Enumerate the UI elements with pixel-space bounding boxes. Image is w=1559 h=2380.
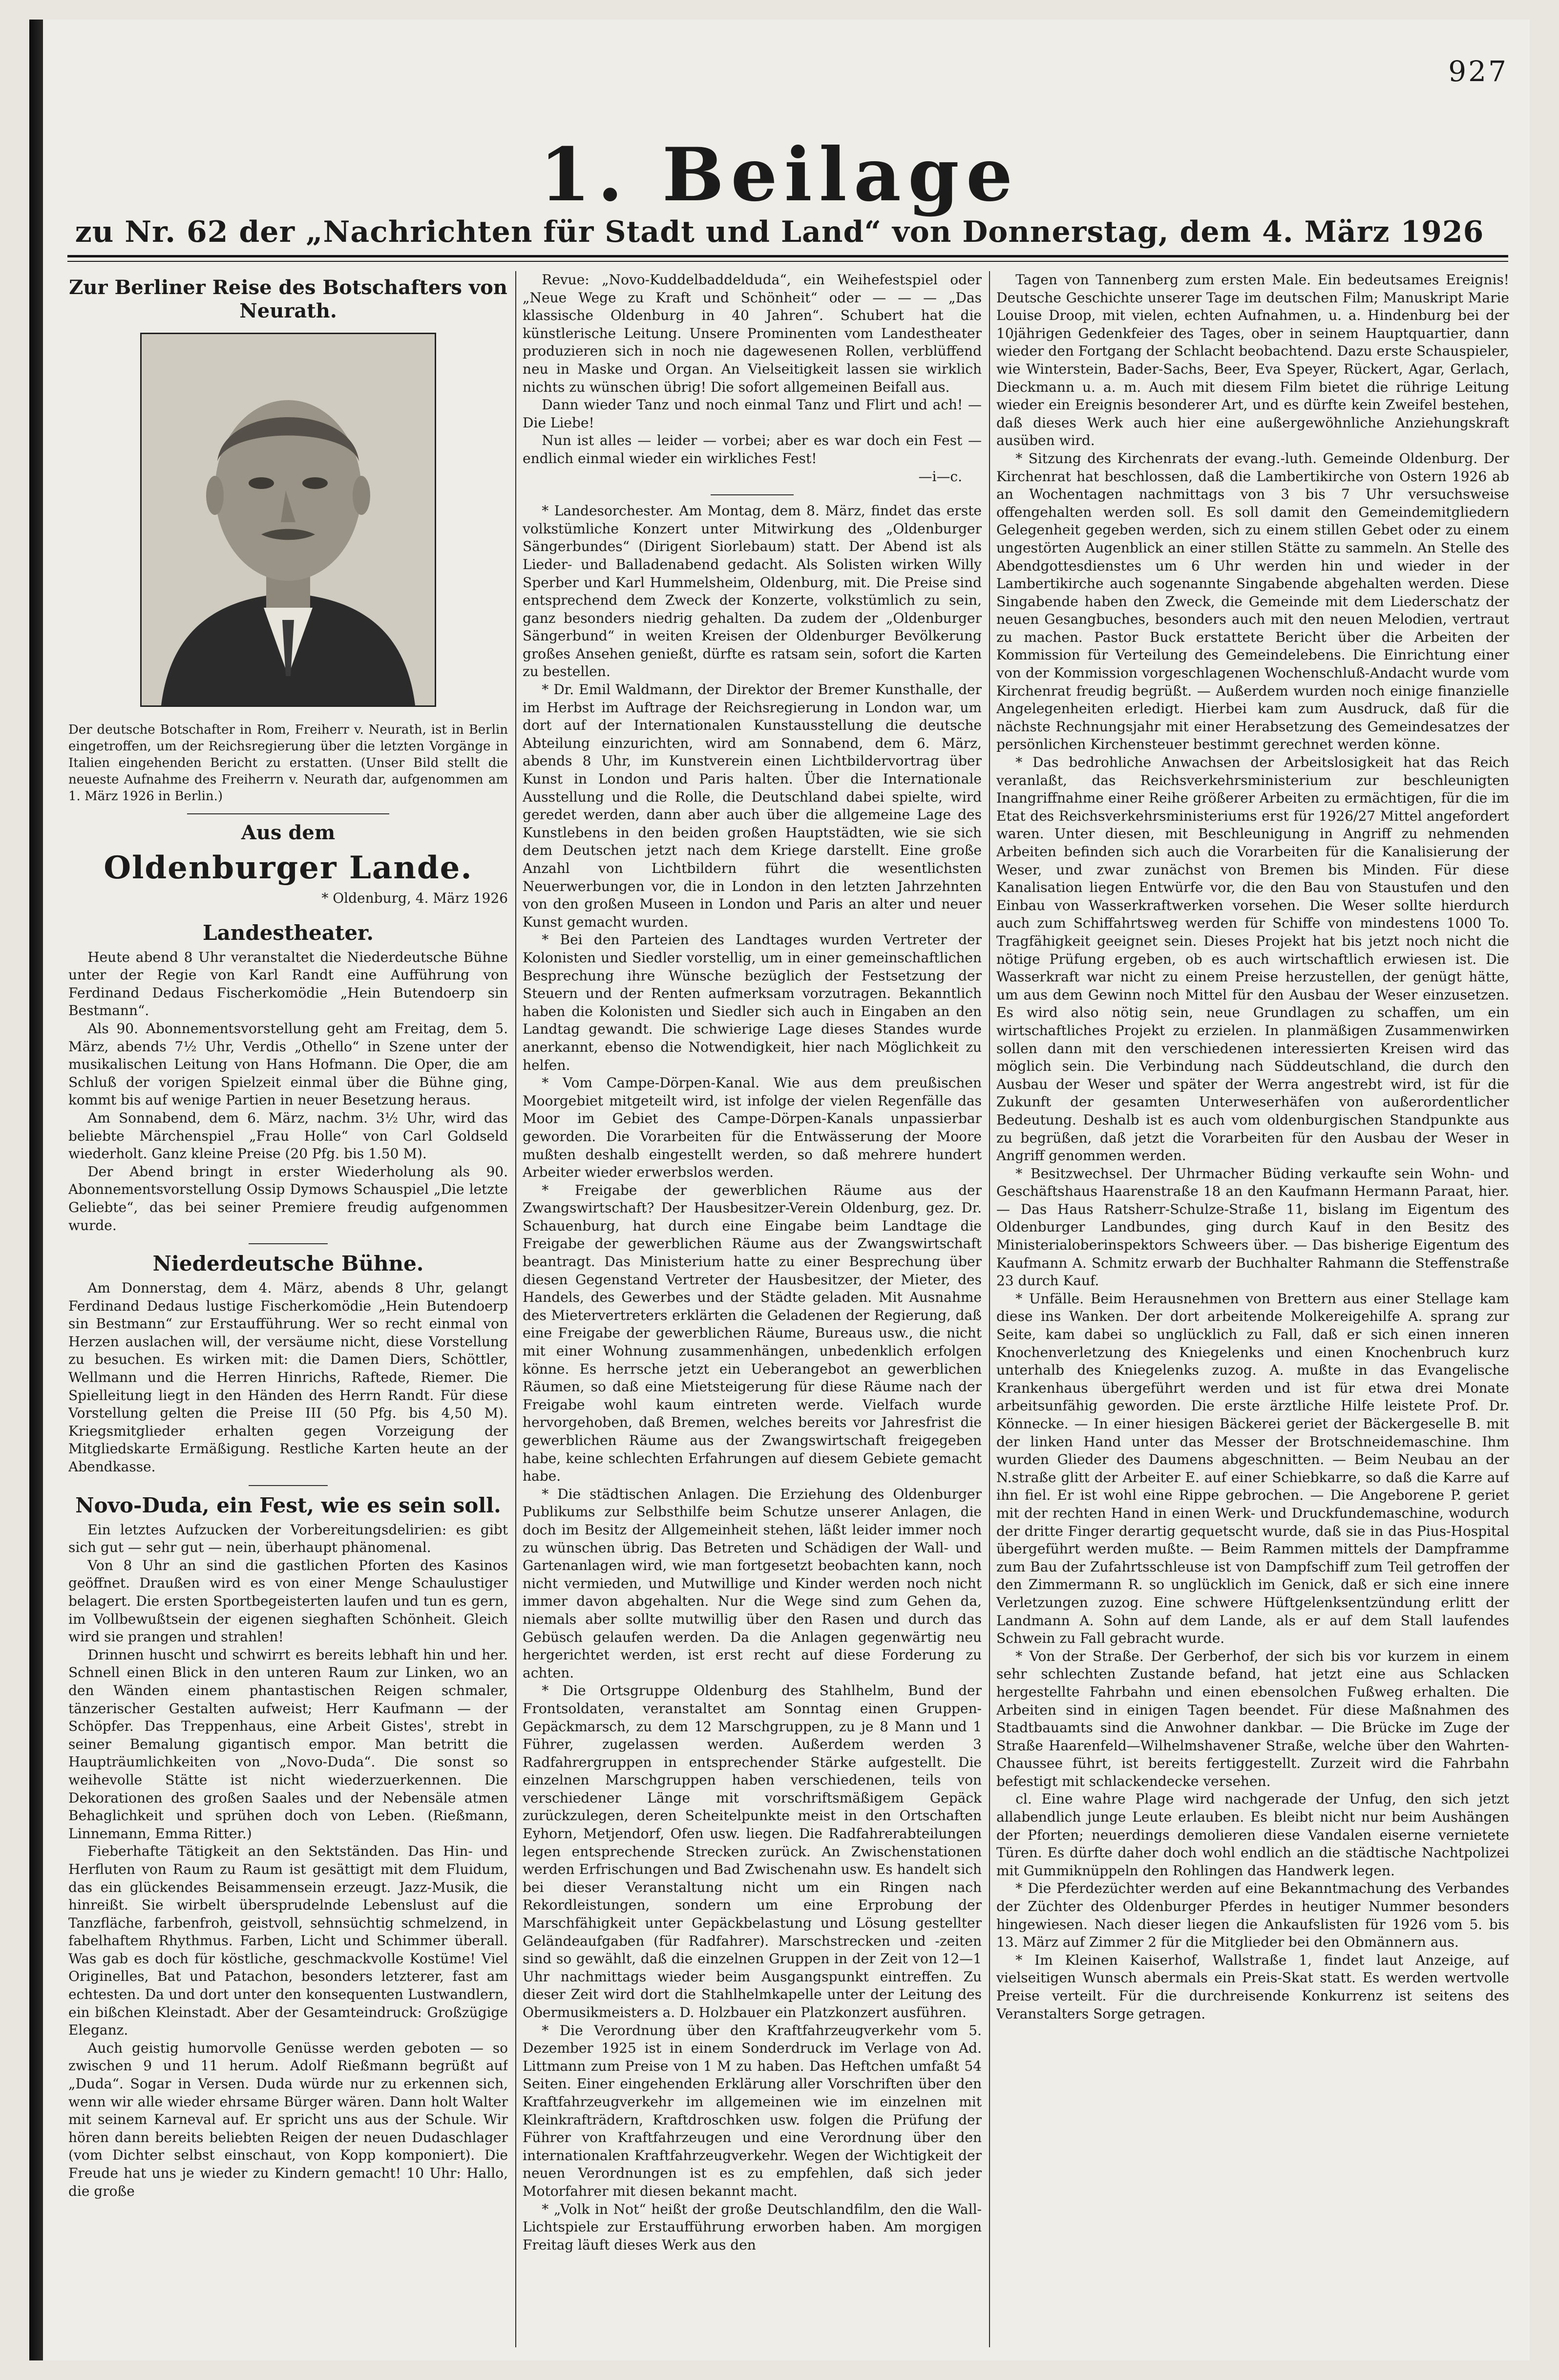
header-rule-thin bbox=[67, 261, 1508, 262]
news-item: * Landesorchester. Am Montag, dem 8. März, findet das erste volkstümliche Konzert unter Mitwirkung des „Oldenburger Sängerbundes“ (Dirigent Siorlebaum) statt. Der Abend ist als Lieder- und Balladenabend gedacht. Als Solisten wirken Willy Sperber und Karl Hummelsheim, Oldenburg, mit. Die Preise sind entsprechend dem Zweck der Konzerte, volkstümlich zu sein, ganz besonders niedrig gehalten. Da zudem der „Oldenburger Sängerbund“ in weiten Kreisen der Oldenburger Bevölkerung großes Ansehen genießt, dürfte es ratsam sein, sofort die Karten zu bestellen. bbox=[523, 503, 982, 680]
landestheater-paragraph: Der Abend bringt in erster Wiederholung als 90. Abonnementsvorstellung Ossip Dymows Schauspiel „Die letzte Geliebte“, das bei seiner Premiere freudig aufgenommen wurde. bbox=[68, 1163, 508, 1233]
news-item: * Besitzwechsel. Der Uhrmacher Büding verkaufte sein Wohn- und Geschäftshaus Haarenstraße 18 an den Kaufmann Hermann Paraat, hier. — Das Haus Ratsherr-Schulze-Straße 11, bislang im Eigentum des Oldenburger Landbundes, ging durch Kauf in den Besitz des Ministerialoberinspektors Schweers über. — Das bisherige Eigentum des Kaufmann A. Schmitz erwarb der Buchhalter Rahmann die Steffenstraße 23 durch Kauf. bbox=[996, 1165, 1509, 1289]
issue-subtitle: zu Nr. 62 der „Nachrichten für Stadt und Land“ von Donnerstag, dem 4. März 1926 bbox=[75, 215, 1484, 249]
column-1 bbox=[68, 271, 508, 2347]
news-item: * Von der Straße. Der Gerberhof, der sich bis vor kurzem in einem sehr schlechten Zustande befand, hat jetzt eine aus Schlacken hergestellte Fahrbahn und einen ebensolchen Fußweg erhalten. Die Arbeiten sind in einigen Tagen beendet. Für diese Maßnahmen des Stadtbauamts sind die Anwohner dankbar. — Die Brücke im Zuge der Straße Haarenfeld—Wilhelmshavener Straße, welche über den Wahrten-Chaussee führt, ist bereits fertiggestellt. Zurzeit wird die Fahrbahn befestigt mit schlackendecke versehen. bbox=[996, 1648, 1509, 1789]
column-3 bbox=[996, 271, 1509, 2347]
novo-continued-paragraph: Nun ist alles — leider — vorbei; aber es war doch ein Fest — endlich einmal wieder ein wirkliches Fest! bbox=[523, 432, 982, 467]
news-item: * „Volk in Not“ heißt der große Deutschlandfilm, den die Wall-Lichtspiele zur Erstaufführung erworben haben. Am morgigen Freitag läuft dieses Werk aus den bbox=[523, 2201, 982, 2253]
page-number: 927 bbox=[1448, 55, 1508, 88]
separator bbox=[187, 813, 389, 814]
news-item: * Sitzung des Kirchenrats der evang.-luth. Gemeinde Oldenburg. Der Kirchenrat hat beschlossen, daß die Lambertikirche von Ostern 1926 ab an Wochentagen nachmittags von 3 bis 7 Uhr versuchsweise offengehalten werden soll. Es soll damit den Gemeindemitgliedern Gelegenheit gegeben werden, sich zu einem stillen Gebet oder zu einem ungestörten Augenblick an einer stillen Stätte zu sammeln. An Stelle des Abendgottesdienstes um 6 Uhr werden hin und wieder in der Lambertikirche auch sogenannte Singabende abgehalten werden. Diese Singabende haben den Zweck, die Gemeinde mit dem Liederschatz der neuen Gesangbuches, besonders auch mit den neuen Melodien, vertraut zu machen. Pastor Buck erstattete Bericht über die Arbeiten der Kommission für Verteilung des Gemeindelebens. Die Einrichtung einer von der Kommission vorgeschlagenen Wochenschluß-Andacht wurde vom Kirchenrat freudig begrüßt. — Außerdem wurden noch einige finanzielle Angelegenheiten erledigt. Hierbei kam zum Ausdruck, daß für die nächste Rechnungsjahr mit einer Herabsetzung des Gemeindesatzes der persönlichen Kirchensteuer bestimmt gerechnet werden könne. bbox=[996, 450, 1509, 753]
newspaper-page bbox=[29, 20, 1530, 2360]
news-item: cl. Eine wahre Plage wird nachgerade der Unfug, den sich jetzt allabendlich junge Leute erlauben. Es bleibt nicht nur beim Aushängen der Pforten; neuerdings demolieren diese Vandalen eiserne vernietete Türen. Es dürfte daher doch wohl endlich an die städtische Nachtpolizei mit Gummiknüppeln den Rohlingen das Handwerk legen. bbox=[996, 1791, 1509, 1879]
news-item: * Das bedrohliche Anwachsen der Arbeitslosigkeit hat das Reich veranlaßt, das Reichsverkehrsministerium zur beschleunigten Inangriffnahme einer Reihe größerer Arbeiten zu ermächtigen, für die im Etat des Reichsverkehrsministeriums erst für 1926/27 Mittel angefordert waren. Unter diesen, mit Beschleunigung in Angriff zu nehmenden Arbeiten befinden sich auch die Vorarbeiten für die Kanalisierung der Weser, und zwar zunächst von Bremen bis Minden. Für diese Kanalisation liegen Entwürfe vor, die den Bau von Staustufen und den Einbau von Wasserkraftwerken vorsehen. Die Weser sollte hierdurch auch zum Schiffahrtsweg werden für Schiffe von mindestens 1000 To. Tragfähigkeit geeignet sein. Dieses Projekt hat bis jetzt noch nicht die nötige Prüfung ergeben, ob es auch wirtschaftlich erwiesen ist. Die Wasserkraft war nicht zu einem Preise herzustellen, der genügt hätte, um aus dem Gewinn noch Mittel für den Ausbau der Weser einzusetzen. Es wird also nötig sein, neue Grundlagen zu schaffen, um ein wirtschaftliches Projekt zu erzielen. In planmäßigen Zusammenwirken sollen dann mit den verschiedenen interessierten Kreisen wird das möglich sein. Die Verbindung nach Süddeutschland, die durch den Ausbau der Weser und später der Werra angestrebt wird, ist für die Zukunft der gesamten Unterweserhäfen von außerordentlicher Bedeutung. Deshalb ist es auch vom oldenburgischen Standpunkte aus zu begrüßen, daß jetzt die Vorarbeiten für den Ausbau der Weser in Angriff genommen werden. bbox=[996, 754, 1509, 1164]
separator bbox=[249, 1243, 328, 1244]
supplement-title: 1. Beilage bbox=[539, 132, 1020, 218]
column-divider-1 bbox=[515, 271, 516, 2347]
portrait-illustration bbox=[142, 334, 435, 705]
portrait-caption: Der deutsche Botschafter in Rom, Freiherr v. Neurath, ist in Berlin eingetroffen, um der Reichsregierung über die letzten Vorgänge in Italien eingehenden Bericht zu erstatten. (Unser Bild stellt die neueste Aufnahme des Freiherrn v. Neurath dar, aufgenommen am 1. März 1926 in Berlin.) bbox=[68, 722, 508, 804]
news-item: * Die Verordnung über den Kraftfahrzeugverkehr vom 5. Dezember 1925 ist in einem Sonderdruck im Verlage von Ad. Littmann zum Preise von 1 M zu haben. Das Heftchen umfaßt 54 Seiten. Einer eingehenden Erklärung aller Vorschriften über den Kraftfahrzeugverkehr im allgemeinen wie im einzelnen mit Kleinkrafträdern, Kraftdroschken usw. folgen die Prüfung der Führer von Kraftfahrzeugen und eine Verordnung über den internationalen Kraftfahrzeugverkehr. Wegen der Wichtigkeit der neuen Verordnungen ist es zu empfehlen, daß sich jeder Motorfahrer mit diesen bekannt macht. bbox=[523, 2022, 982, 2199]
section-kicker: Aus dem bbox=[241, 821, 336, 844]
novo-continued-paragraph: Dann wieder Tanz und noch einmal Tanz und Flirt und ach! — Die Liebe! bbox=[523, 397, 982, 431]
neurath-headline: Zur Berliner Reise des Botschafters von Neurath. bbox=[69, 276, 507, 322]
news-item: * Die Ortsgruppe Oldenburg des Stahlhelm, Bund der Frontsoldaten, veranstaltet am Sonntag einen Gruppen-Gepäckmarsch, zu dem 12 Marschgruppen, zu je 8 Mann und 1 Führer, zugelassen werden. Außerdem werden 3 Radfahrergruppen in entsprechender Stärke aufgestellt. Die einzelnen Marschgruppen haben verschiedenen, teils von verschiedener Länge mit vorschriftsmäßigem Gepäck zurückzulegen, deren Scheitelpunkte meist in den Ortschaften Eyhorn, Metjendorf, Ofen usw. liegen. Die Radfahrerabteilungen legen entsprechende Strecken zurück. An Zwischenstationen werden Erfrischungen und Bad Zwischenahn usw. Es handelt sich bei dieser Veranstaltung nicht um ein Ringen nach Rekordleistungen, sondern um eine Erprobung der Marschfähigkeit unter Gepäckbelastung und Lösung gestellter Geländeaufgaben (für Radfahrer). Marschstrecken und -zeiten sind so gewählt, daß die einzelnen Gruppen in der Zeit von 12—1 Uhr nachmittags wieder beim Ausgangspunkt eintreffen. Zu dieser Zeit wird dort die Stahlhelmkapelle unter der Leitung des Obermusikmeisters a. D. Holzbauer ein Platzkonzert ausführen. bbox=[523, 1682, 982, 2020]
news-item: * Die städtischen Anlagen. Die Erziehung des Oldenburger Publikums zur Selbsthilfe beim Schutze unserer Anlagen, die doch im Besitz der Allgemeinheit stehen, läßt leider immer noch zu wünschen übrig. Das Betreten und Schädigen der Wall- und Gartenanlagen wird, wie man fortgesetzt beobachten kann, noch nicht vermieden, und Mutwillige und Kinder werden noch nicht immer davon abgehalten. Nur die Wege sind zum Gehen da, niemals aber sollte mutwillig über den Rasen und durch das Gebüsch gelaufen werden. Da die Anlagen gegenwärtig neu hergerichtet werden, ist erst recht auf diese Forderung zu achten. bbox=[523, 1486, 982, 1681]
section-title-oldenburger-lande: Oldenburger Lande. bbox=[104, 850, 473, 886]
novo-paragraph: Auch geistig humorvolle Genüsse werden geboten — so zwischen 9 und 11 herum. Adolf Rießmann begrüßt auf „Duda“. Sogar in Versen. Duda würde nur zu erkennen sich, wenn wir alle wieder ehrsame Bürger wären. Dann holt Walter mit seinem Karneval auf. Er spricht uns aus der Schule. Wir hören dann bereits beliebten Reigen der neuen Dudaschlager (vom Dichter selbst einschaut, von Kopp komponiert). Die Freude hat uns je wieder zu Kindern gemacht! 10 Uhr: Hallo, die große bbox=[68, 2040, 508, 2199]
column-divider-2 bbox=[989, 271, 990, 2347]
column-2 bbox=[523, 271, 982, 2347]
novo-paragraph: Ein letztes Aufzucken der Vorbereitungsdelirien: es gibt sich gut — sehr gut — nein, überhaupt phänomenal. bbox=[68, 1521, 508, 1556]
novo-paragraph: Fieberhafte Tätigkeit an den Sektständen. Das Hin- und Herfluten von Raum zu Raum ist gesättigt mit dem Fluidum, das ein glückendes Beisammensein erzeugt. Jazz-Musik, die hinreißt. Sie wirbelt übersprudelnde Lebenslust auf die Tanzfläche, farbenfroh, geistvoll, sehnsüchtig schmelzend, in fabelhaftem Rhythmus. Farben, Licht und Schimmer überall. Was gab es doch für köstliche, geschmackvolle Kostüme! Viel Originelles, Bat und Patachon, besonders letzterer, fast am echtesten. Da und dort unter den konsequenten Lustwandlern, ein bißchen Kleinstadt. Aber der Gesamteindruck: Großzügige Eleganz. bbox=[68, 1843, 508, 2039]
news-item: * Vom Campe-Dörpen-Kanal. Wie aus dem preußischen Moorgebiet mitgeteilt wird, ist infolge der vielen Regenfälle das Moor im Gebiet des Campe-Dörpen-Kanals unpassierbar geworden. Die Vorarbeiten für die Entwässerung der Moore mußten deshalb eingestellt werden, so daß mehrere hundert Arbeiter wieder erwerbslos werden. bbox=[523, 1075, 982, 1181]
novo-paragraph: Drinnen huscht und schwirrt es bereits lebhaft hin und her. Schnell einen Blick in den unteren Raum zur Linken, wo an den Wänden einem phantastischen Reigen schmaler, tänzerischer Gestalten aufweist; Herr Kaufmann — der Schöpfer. Das Treppenhaus, eine Arbeit Gistes', strebt in seiner Bemalung gigantisch empor. Man betritt die Haupträumlichkeiten von „Novo-Duda“. Die sonst so weihevolle Stätte ist nicht wiederzuerkennen. Die Dekorationen des großen Saales und der Nebensäle atmen Behaglichkeit und sprühen doch von Leben. (Rießmann, Linnemann, Emma Ritter.) bbox=[68, 1646, 508, 1842]
buehne-paragraph: Am Donnerstag, dem 4. März, abends 8 Uhr, gelangt Ferdinand Dedaus lustige Fischerkomödie „Hein Butendoerp sin Bestmann“ zur Erstaufführung. Wer so recht einmal von Herzen auslachen will, der versäume nicht, diese Vorstellung zu besuchen. Es wirken mit: die Damen Diers, Schöttler, Wellmann und die Herren Hinrichs, Raftede, Riemer. Die Spielleitung liegt in den Händen des Herrn Randt. Für diese Vorstellung gelten die Preise III (50 Pfg. bis 4,50 M). Kriegsmitglieder erhalten gegen Vorzeigung der Mitgliedskarte Ermäßigung. Restliche Karten heute an der Abendkasse. bbox=[68, 1280, 508, 1475]
landestheater-paragraph: Am Sonnabend, dem 6. März, nachm. 3½ Uhr, wird das beliebte Märchenspiel „Frau Holle“ von Carl Goldseld wiederholt. Ganz kleine Preise (20 Pfg. bis 1.50 M). bbox=[68, 1109, 508, 1162]
news-item: * Dr. Emil Waldmann, der Direktor der Bremer Kunsthalle, der im Herbst im Auftrage der Reichsregierung in London war, um dort auf der Internationalen Kunstausstellung die deutsche Abteilung einzurichten, wird am Sonnabend, dem 6. März, abends 8 Uhr, im Kunstverein einen Lichtbildervortrag über Kunst in London und Paris halten. Über die Internationale Ausstellung und die Rolle, die Deutschland dabei spielte, wird geredet werden, dann aber auch über die allgemeine Lage des Kunstlebens in den beiden großen Hauptstädten, wie sie sich dem Deutschen jetzt nach dem Kriege darstellt. Eine große Anzahl von Lichtbildern führt die wesentlichsten Neuerwerbungen vor, die in London in den letzten Jahrzehnten von den großen Museen in London und Paris an alter und neuer Kunst gemacht wurden. bbox=[523, 681, 982, 930]
landestheater-paragraph: Als 90. Abonnementsvorstellung geht am Freitag, dem 5. März, abends 7½ Uhr, Verdis „Othello“ in Szene unter der musikalischen Leitung von Hans Hofmann. Die Oper, die am Schluß der vorigen Spielzeit einmal über die Bühne ging, kommt bis auf wenige Partien in neuer Besetzung heraus. bbox=[68, 1020, 508, 1108]
heading-novo-duda: Novo-Duda, ein Fest, wie es sein soll. bbox=[75, 1493, 501, 1517]
heading-niederdeutsche-buehne: Niederdeutsche Bühne. bbox=[152, 1252, 424, 1276]
neurath-portrait-photo bbox=[140, 333, 436, 707]
news-item: * Die Pferdezüchter werden auf eine Bekanntmachung des Verbandes der Züchter des Oldenburger Pferdes in heutiger Nummer besonders hingewiesen. Nach dieser liegen die Ankaufslisten für 1926 vom 5. bis 13. März auf Zimmer 2 für die Mitglieder bei den Obmännern aus. bbox=[996, 1880, 1509, 1951]
landestheater-paragraph: Heute abend 8 Uhr veranstaltet die Niederdeutsche Bühne unter der Regie von Karl Randt eine Aufführung von Ferdinand Dedaus Fischerkomödie „Hein Butendoerp sin Bestmann“. bbox=[68, 949, 508, 1019]
news-item: * Bei den Parteien des Landtages wurden Vertreter der Kolonisten und Siedler vorstellig, um in einer gemeinschaftlichen Besprechung ihre Wünsche bezüglich der Festsetzung der Steuern und der Renten aufmerksam vorzutragen. Bekanntlich haben die Kolonisten und Siedler sich auch in Eingaben an den Landtag gewandt. Die schwierige Lage dieses Standes wurde anerkannt, ebenso die Notwendigkeit, hier nach Möglichkeit zu helfen. bbox=[523, 932, 982, 1073]
novo-continued-paragraph: Revue: „Novo-Kuddelbaddelduda“, ein Weihefestspiel oder „Neue Wege zu Kraft und Schönheit“ oder — — — „Das klassische Oldenburg in 40 Jahren“. Schubert hat die künstlerische Leitung. Unsere Prominenten vom Landestheater produzieren sich in noch nie dagewesenen Rollen, verblüffend neu in Maske und Organ. An Vielseitigkeit lassen sie wirklich nichts zu wünschen übrig! Die sofort allgemeinen Beifall aus. bbox=[523, 272, 982, 395]
author-signature: —i—c. bbox=[918, 468, 962, 485]
separator bbox=[711, 494, 793, 495]
novo-paragraph: Von 8 Uhr an sind die gastlichen Pforten des Kasinos geöffnet. Draußen wird es von einer Menge Schaulustiger belagert. Die ersten Sportbegeisterten laufen und tun es gern, im Vollbewußtsein der eigenen sieghaften Schönheit. Gleich wird sie prangen und strahlen! bbox=[68, 1557, 508, 1645]
news-item: * Im Kleinen Kaiserhof, Wallstraße 1, findet laut Anzeige, auf vielseitigen Wunsch abermals ein Preis-Skat statt. Es werden wertvolle Preise verteilt. Für die durchreisende Konkurrenz ist seitens des Veranstalters Sorge getragen. bbox=[996, 1952, 1509, 2022]
scan-edge bbox=[29, 20, 43, 2360]
heading-landestheater: Landestheater. bbox=[203, 920, 374, 945]
news-item: * Freigabe der gewerblichen Räume aus der Zwangswirtschaft? Der Hausbesitzer-Verein Oldenburg, gez. Dr. Schauenburg, hat durch eine Eingabe beim Landtage die Freigabe der gewerblichen Räume aus der Zwangswirtschaft beantragt. Das Ministerium hatte zu einer Besprechung über diesen Gegenstand Vertreter der Hausbesitzer, der Mieter, des Handels, des Gewerbes und der Städte geladen. Mit Ausnahme des Mietervertreters erklärten die Geladenen der Regierung, daß eine Freigabe der gewerblichen Räume, Bureaus usw., die nicht mit einer Wohnung zusammenhängen, unbedenklich erfolgen könne. Es herrsche jetzt ein Ueberangebot an gewerblichen Räumen, so daß eine Mietsteigerung für diese Räume nach der Freigabe wohl kaum eintreten werde. Vielfach wurde hervorgehoben, daß Bremen, welches bereits vor Jahresfrist die gewerblichen Räume aus der Zwangswirtschaft freigegeben habe, keine schlechten Erfahrungen auf diesem Gebiete gemacht habe. bbox=[523, 1182, 982, 1485]
dateline: * Oldenburg, 4. März 1926 bbox=[321, 890, 508, 906]
separator bbox=[249, 1485, 328, 1486]
header-rule-thick bbox=[67, 255, 1508, 257]
news-item: Tagen von Tannenberg zum ersten Male. Ein bedeutsames Ereignis! Deutsche Geschichte unserer Tage im deutschen Film; Manuskript Marie Louise Droop, mit vielen, echten Aufnahmen, u. a. Hindenburg bei der 10jährigen Gedenkfeier des Tages, ober in seinem Hauptquartier, dann wieder den Fortgang der Schlacht beobachtend. Dazu erste Schauspieler, wie Winterstein, Bader-Sachs, Beer, Eva Speyer, Rückert, Agar, Gerlach, Dieckmann u. a. m. Auch mit diesem Film bietet die rührige Leitung wieder ein Ereignis besonderer Art, und es dürfte kein Zweifel bestehen, daß dieses Werk auch hier eine außergewöhnliche Anziehungskraft ausüben wird. bbox=[996, 272, 1509, 449]
news-item: * Unfälle. Beim Herausnehmen von Brettern aus einer Stellage kam diese ins Wanken. Der dort arbeitende Molkereigehilfe A. sprang zur Seite, kam dabei so unglücklich zu Fall, daß er sich einen inneren Knochenverletzung des Kniegelenks und einen Knochenbruch kurz unterhalb des Kniegelenks zuzog. A. mußte in das Evangelische Krankenhaus übergeführt werden und ist für etwa drei Monate arbeitsunfähig geworden. Die erste ärztliche Hilfe leistete Prof. Dr. Könnecke. — In einer hiesigen Bäckerei geriet der Bäckergeselle B. mit der linken Hand unter das Messer der Brotschneidemaschine. Ihm wurden Glieder des Daumens abgeschnitten. — Beim Neubau an der N.straße glitt der Arbeiter E. auf einer Schiebkarre, so daß die Karre auf ihn fiel. Er ist wohl eine Rippe gebrochen. — Die Angeborene P. geriet mit der rechten Hand in einen Werk- und Druckfundemaschine, wodurch der dritte Finger derartig gequetscht wurde, daß sie in das Pius-Hospital übergeführt werden mußte. — Beim Rammen mittels der Dampframme zum Bau der Zufahrtsschleuse ist von Dampfschiff zum Teil getroffen der den Zimmermann R. so unglücklich im Genick, daß er sich eine innere Verletzungen zuzog. Eine schwere Hüftgelenksentzündung erlitt der Landmann A. Sohn auf dem Lande, als er auf dem Stall laufendes Schwein zu Fall gebracht wurde. bbox=[996, 1290, 1509, 1647]
